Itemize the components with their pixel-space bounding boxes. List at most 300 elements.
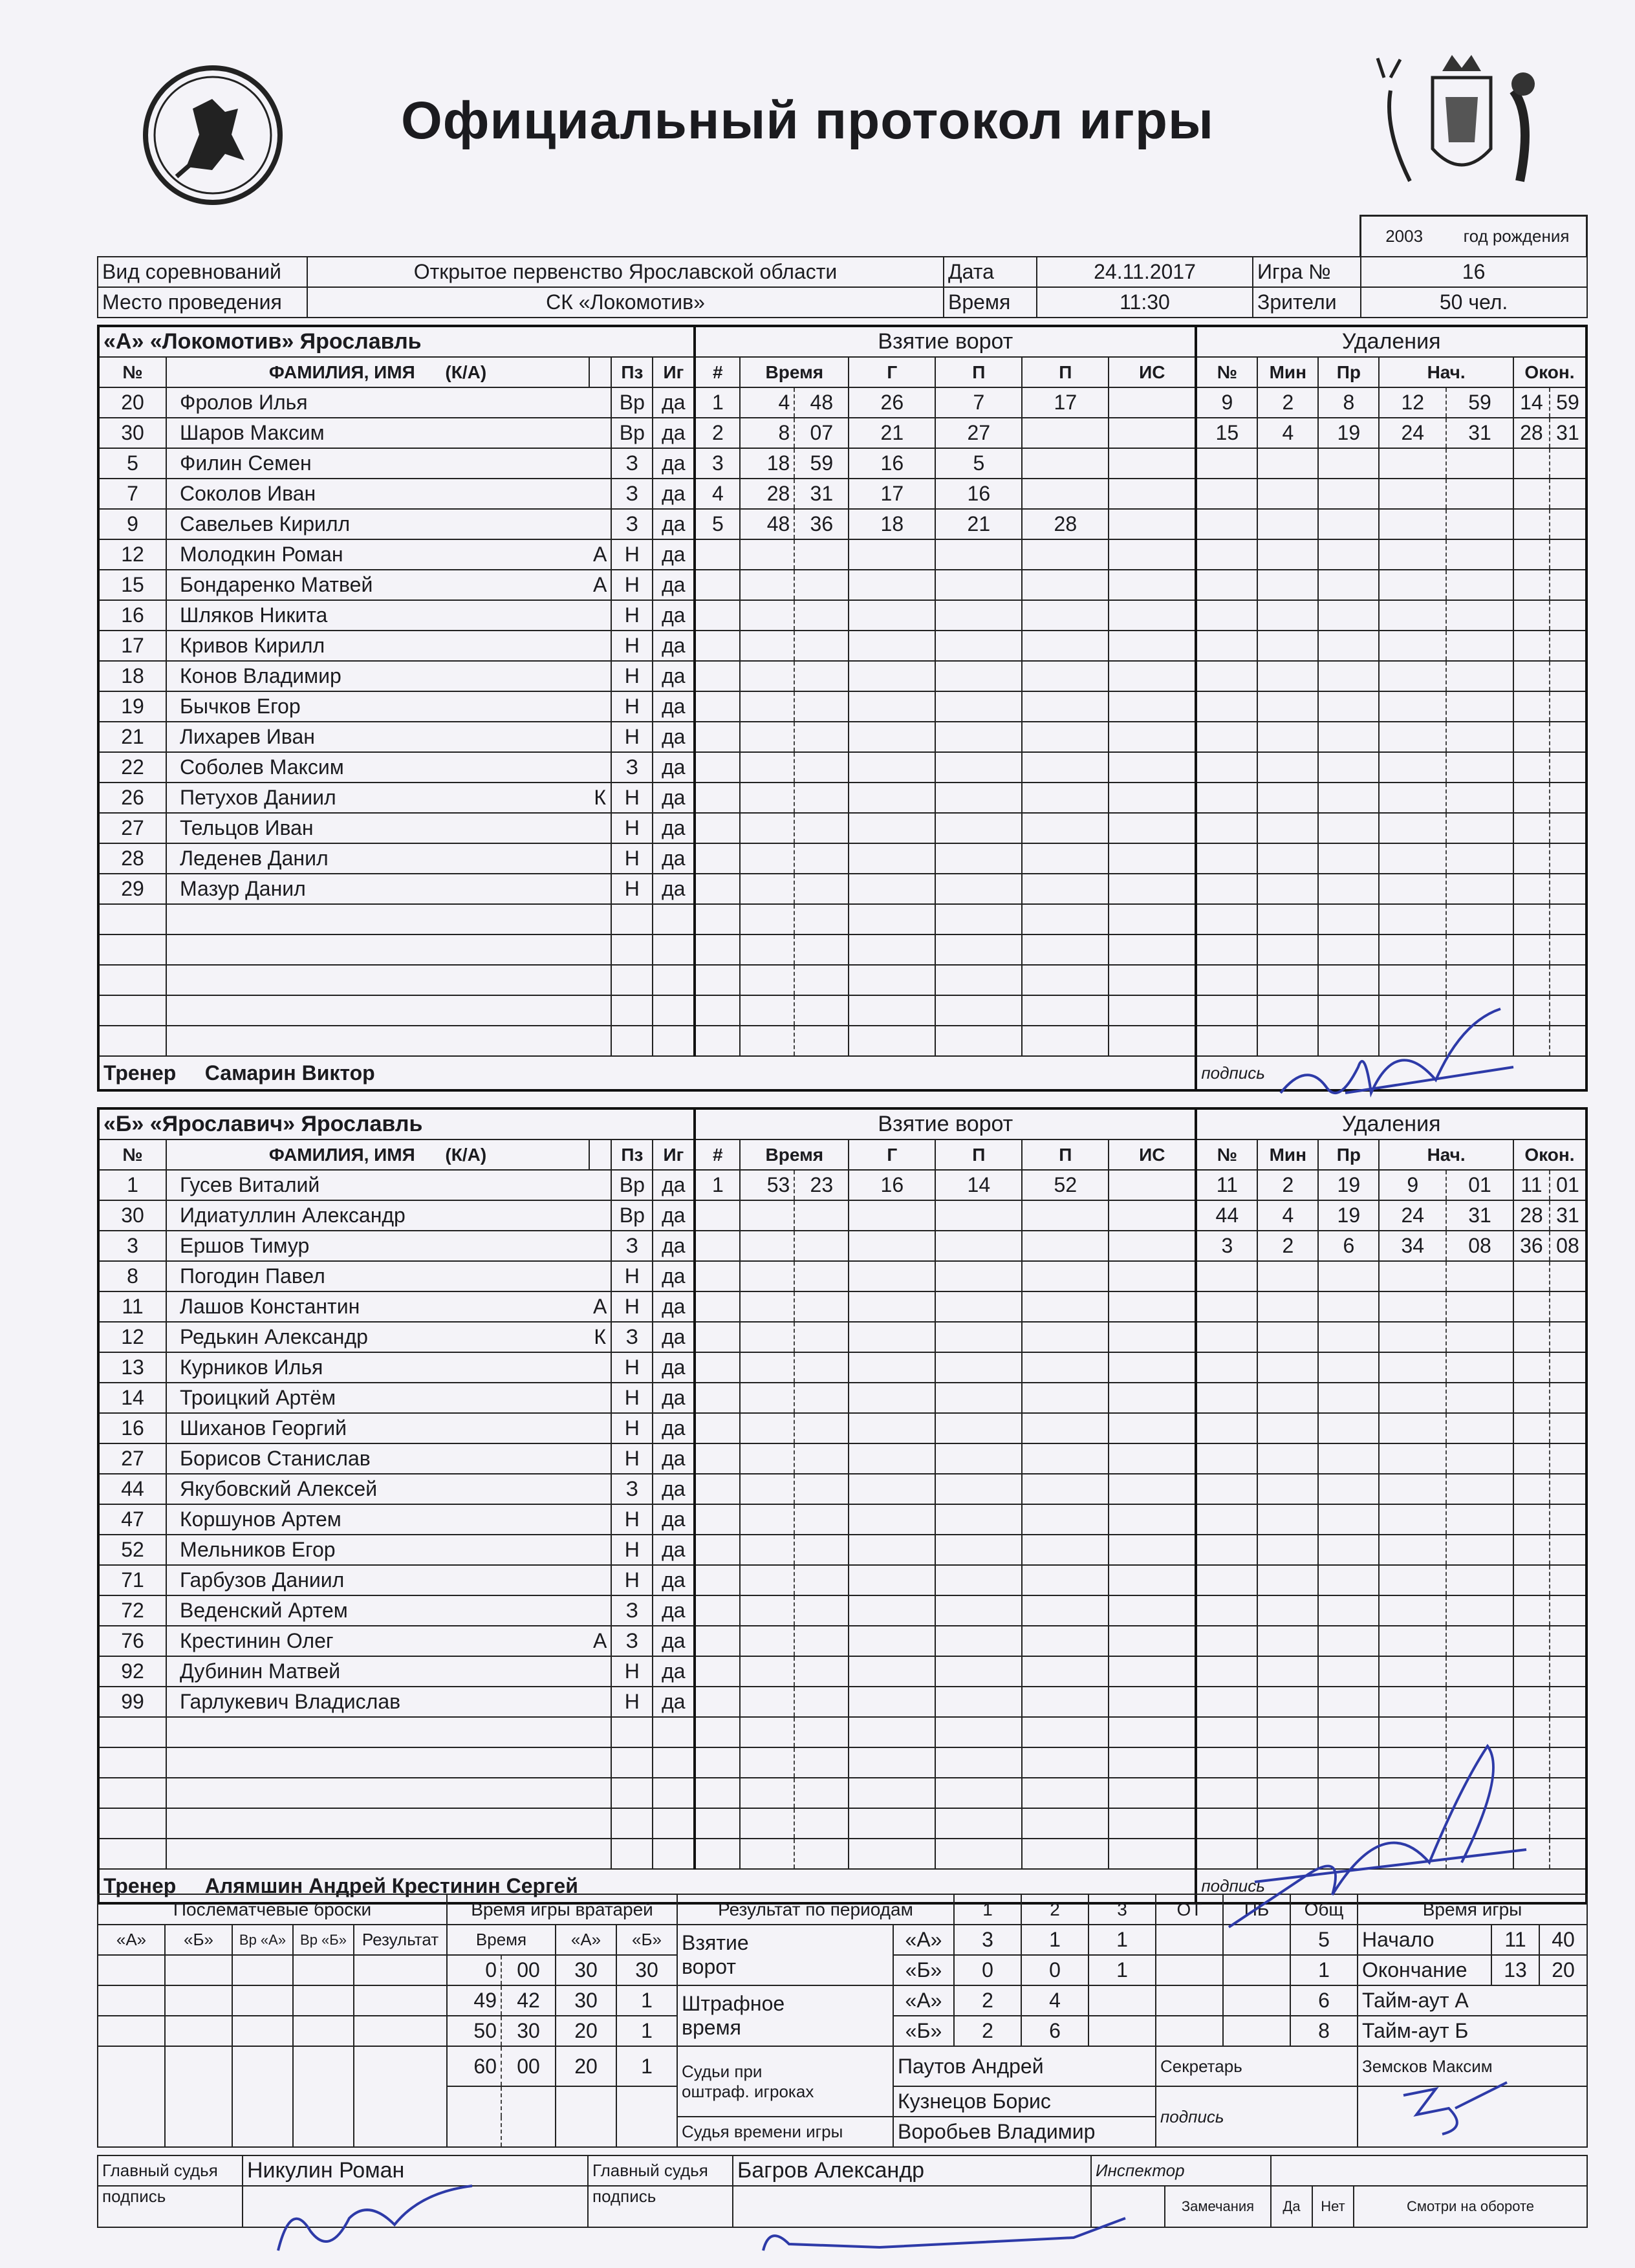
notes-no: Нет (1312, 2186, 1354, 2227)
player-played: да (653, 570, 695, 600)
player-number: 72 (98, 1595, 166, 1626)
goal-situation (1109, 1504, 1196, 1535)
penalty-end-sec: 31 (1550, 1200, 1586, 1231)
goal-scorer (849, 1413, 935, 1443)
competition: Открытое первенство Ярославской области (307, 257, 944, 287)
goal-scorer (849, 1717, 935, 1747)
goal-assist-2 (1022, 631, 1109, 661)
penalty-end-sec (1550, 1261, 1586, 1291)
goal-number (695, 1778, 740, 1808)
team-a-row (98, 843, 1586, 874)
goal-minute (740, 1808, 794, 1839)
goal-minute (740, 1626, 794, 1656)
team-b-row (98, 1170, 1586, 1200)
penalty-start-sec (1446, 783, 1513, 813)
penalty-end-min (1513, 904, 1550, 934)
penalty-player (1196, 965, 1257, 995)
goals-b-label: «Б» (893, 1955, 954, 1985)
goal-scorer (849, 661, 935, 691)
goal-situation (1109, 1383, 1196, 1413)
penalty-end-sec: 08 (1550, 1231, 1586, 1261)
goal-assist-2 (1022, 904, 1109, 934)
player-number (98, 1808, 166, 1839)
num-header: № (98, 1139, 166, 1170)
penalty-end-min (1513, 813, 1550, 843)
player-played: да (653, 1322, 695, 1352)
referee-2: Багров Александр (733, 2155, 1091, 2186)
situation-header: ИС (1109, 357, 1196, 387)
goal-situation (1109, 418, 1196, 448)
pen-b-ot (1156, 2016, 1223, 2046)
goal-situation (1109, 1626, 1196, 1656)
goal-situation (1109, 722, 1196, 752)
goal-scorer (849, 813, 935, 843)
date-label: Дата (944, 257, 1037, 287)
goal-assist-2 (1022, 783, 1109, 813)
goal-situation (1109, 934, 1196, 965)
goal-assist-2: 17 (1022, 387, 1109, 418)
penalty-start-sec (1446, 1535, 1513, 1565)
penalty-player (1196, 570, 1257, 600)
player-played: да (653, 448, 695, 479)
player-role (589, 1687, 611, 1717)
goal-assist-1 (935, 1504, 1022, 1535)
penalty-start-min (1379, 1535, 1446, 1565)
goal-assist-2 (1022, 934, 1109, 965)
goals-b-p1: 0 (954, 1955, 1021, 1985)
penalty-end-sec (1550, 1504, 1586, 1535)
goal-minute (740, 1656, 794, 1687)
penalty-minutes (1257, 965, 1318, 995)
player-role: А (589, 1291, 611, 1322)
inspector-label: Инспектор (1091, 2155, 1271, 2186)
player-number: 17 (98, 631, 166, 661)
penalty-end-sec (1550, 1717, 1586, 1747)
player-number: 47 (98, 1504, 166, 1535)
goals-a-total: 5 (1290, 1925, 1358, 1955)
goal-number (695, 1383, 740, 1413)
player-played: да (653, 418, 695, 448)
goal-scorer (849, 1443, 935, 1474)
penalty-end-sec (1550, 1656, 1586, 1687)
player-role (589, 1747, 611, 1778)
player-role (589, 1808, 611, 1839)
goal-scorer (849, 1261, 935, 1291)
goal-assist-1 (935, 661, 1022, 691)
goal-situation (1109, 1656, 1196, 1687)
penalty-start-sec: 59 (1446, 387, 1513, 418)
goal-assist-2 (1022, 1687, 1109, 1717)
timekeeper-label: Судья времени игры (677, 2117, 893, 2147)
situation-header: ИС (1109, 1139, 1196, 1170)
goal-scorer (849, 539, 935, 570)
team-b-row (98, 1595, 1586, 1626)
goal-second (794, 1747, 849, 1778)
player-name: Мельников Егор (166, 1535, 589, 1565)
player-role (589, 752, 611, 783)
goal-assist-1 (935, 691, 1022, 722)
goal-number (695, 539, 740, 570)
goal-assist-1 (935, 813, 1022, 843)
player-number (98, 1778, 166, 1808)
goal-second: 48 (794, 387, 849, 418)
player-role (589, 722, 611, 752)
penalty-end-sec (1550, 1474, 1586, 1504)
pen-start-header: Нач. (1379, 1139, 1513, 1170)
goal-scorer (849, 843, 935, 874)
goal-assist-1 (935, 843, 1022, 874)
goal-second (794, 661, 849, 691)
goal-second (794, 631, 849, 661)
player-name: Мазур Данил (166, 874, 589, 904)
gk-b-header: «Б» (616, 1925, 677, 1955)
penalty-end-min (1513, 1322, 1550, 1352)
player-role (589, 1535, 611, 1565)
penalty-start-sec (1446, 509, 1513, 539)
goal-assist-1 (935, 1535, 1022, 1565)
player-number (98, 965, 166, 995)
gk-row-2-a: 30 (556, 1985, 616, 2016)
player-number: 44 (98, 1474, 166, 1504)
goal-minute (740, 1322, 794, 1352)
penalty-start-sec (1446, 752, 1513, 783)
penalty-end-sec (1550, 783, 1586, 813)
goal-assist-1 (935, 1656, 1022, 1687)
goal-situation (1109, 539, 1196, 570)
penalty-start-sec (1446, 904, 1513, 934)
player-role (589, 418, 611, 448)
penalty-minutes (1257, 1474, 1318, 1504)
goal-second (794, 691, 849, 722)
goal-assist-1 (935, 934, 1022, 965)
penalty-start-sec (1446, 934, 1513, 965)
penalty-reason (1318, 752, 1379, 783)
goal-scorer (849, 1383, 935, 1413)
player-played: да (653, 813, 695, 843)
penalty-minutes (1257, 479, 1318, 509)
penalty-start-min (1379, 1687, 1446, 1717)
pen-b-p2: 6 (1021, 2016, 1088, 2046)
player-played: да (653, 1443, 695, 1474)
player-name (166, 1026, 589, 1056)
goal-situation (1109, 691, 1196, 722)
player-position (611, 934, 653, 965)
pen-min-header: Мин (1257, 357, 1318, 387)
player-number: 29 (98, 874, 166, 904)
info-table (97, 215, 1588, 318)
team-a-goals-title: Взятие ворот (695, 326, 1196, 357)
goal-second (794, 539, 849, 570)
penalty-player (1196, 1413, 1257, 1443)
player-name: Бычков Егор (166, 691, 589, 722)
player-name: Соболев Максим (166, 752, 589, 783)
penalty-end-min (1513, 1535, 1550, 1565)
goal-second (794, 1026, 849, 1056)
penalty-reason (1318, 600, 1379, 631)
player-position: Н (611, 539, 653, 570)
penalty-minutes (1257, 1504, 1318, 1535)
goal-number (695, 691, 740, 722)
penalty-reason (1318, 965, 1379, 995)
goal-assist-2 (1022, 1291, 1109, 1322)
goal-scorer (849, 783, 935, 813)
penalty-end-sec: 31 (1550, 418, 1586, 448)
player-played: да (653, 1352, 695, 1383)
player-position: Н (611, 1565, 653, 1595)
penalty-start-sec (1446, 1504, 1513, 1535)
coach-a-signature (1268, 996, 1552, 1125)
goal-assist-2 (1022, 1322, 1109, 1352)
timekeeper: Воробьев Владимир (893, 2117, 1156, 2147)
penalty-start-sec (1446, 1352, 1513, 1383)
goal-number (695, 995, 740, 1026)
penalty-start-sec (1446, 1474, 1513, 1504)
referee-1: Никулин Роман (243, 2155, 588, 2186)
goal-scorer (849, 1291, 935, 1322)
penalty-start-sec (1446, 843, 1513, 874)
num-header: № (98, 357, 166, 387)
goal-assist-1 (935, 570, 1022, 600)
player-role (589, 387, 611, 418)
penalty-end-sec (1550, 752, 1586, 783)
goal-minute (740, 1352, 794, 1383)
player-role (589, 1565, 611, 1595)
penalty-start-sec (1446, 1443, 1513, 1474)
goal-assist-2 (1022, 418, 1109, 448)
penalty-end-sec (1550, 1839, 1586, 1869)
goal-second (794, 1565, 849, 1595)
penalty-reason (1318, 1535, 1379, 1565)
penalty-start-min (1379, 1443, 1446, 1474)
goal-assist-1 (935, 1808, 1022, 1839)
penalty-minutes (1257, 1413, 1318, 1443)
goal-situation (1109, 600, 1196, 631)
goal-situation (1109, 1261, 1196, 1291)
penalty-player (1196, 752, 1257, 783)
gk-time-header: Время (447, 1925, 556, 1955)
goal-minute (740, 661, 794, 691)
player-played: да (653, 874, 695, 904)
timeout-a-label: Тайм-аут А (1358, 1985, 1587, 2016)
penalty-end-min (1513, 752, 1550, 783)
goal-minute (740, 1291, 794, 1322)
goal-minute (740, 1839, 794, 1869)
player-name: Лашов Константин (166, 1291, 589, 1322)
penalty-end-min (1513, 1565, 1550, 1595)
player-name: Борисов Станислав (166, 1443, 589, 1474)
player-number (98, 934, 166, 965)
player-role (589, 934, 611, 965)
goal-minute: 53 (740, 1170, 794, 1200)
goal-minute (740, 1778, 794, 1808)
goal-scorer (849, 1687, 935, 1717)
goal-assist-1 (935, 1595, 1022, 1626)
player-number: 19 (98, 691, 166, 722)
goal-minute (740, 995, 794, 1026)
player-role (589, 843, 611, 874)
player-position (611, 1839, 653, 1869)
goal-minute (740, 1231, 794, 1261)
game-label: Игра № (1253, 257, 1361, 287)
goal-scorer (849, 752, 935, 783)
penalty-minutes (1257, 1322, 1318, 1352)
penalty-start-min (1379, 1352, 1446, 1383)
penalty-reason (1318, 904, 1379, 934)
goal-number (695, 1839, 740, 1869)
player-name: Шаров Максим (166, 418, 589, 448)
pen-a-p2: 4 (1021, 1985, 1088, 2016)
goal-minute (740, 1026, 794, 1056)
goal-assist-1 (935, 1322, 1022, 1352)
goal-time-header: Время (740, 1139, 849, 1170)
penalty-reason (1318, 1383, 1379, 1413)
goal-situation (1109, 995, 1196, 1026)
penalty-reason (1318, 722, 1379, 752)
penalty-end-min (1513, 1656, 1550, 1687)
penalty-minutes (1257, 874, 1318, 904)
goal-scorer (849, 1778, 935, 1808)
penalty-minutes (1257, 539, 1318, 570)
player-name: Троицкий Артём (166, 1383, 589, 1413)
player-name: Лихарев Иван (166, 722, 589, 752)
player-position: Н (611, 600, 653, 631)
goal-assist-2 (1022, 1778, 1109, 1808)
shootouts-a-header: «А» (98, 1925, 165, 1955)
penalty-minutes (1257, 509, 1318, 539)
goal-scorer (849, 1565, 935, 1595)
player-name (166, 965, 589, 995)
goals-a-label: «А» (893, 1925, 954, 1955)
player-role (589, 813, 611, 843)
penalty-end-min (1513, 1687, 1550, 1717)
team-b-sign-label: подпись (1196, 1869, 1586, 1903)
team-a-row (98, 539, 1586, 570)
assist1-header: П (935, 357, 1022, 387)
goal-scorer (849, 1200, 935, 1231)
goal-scorer (849, 1626, 935, 1656)
penalty-start-sec: 01 (1446, 1170, 1513, 1200)
period-1-header: 1 (954, 1894, 1021, 1925)
penalty-start-sec (1446, 661, 1513, 691)
goal-minute (740, 722, 794, 752)
team-a-row (98, 448, 1586, 479)
team-b-row (98, 1565, 1586, 1595)
goal-situation (1109, 813, 1196, 843)
end-label: Окончание (1358, 1955, 1491, 1985)
penalty-end-sec (1550, 874, 1586, 904)
penalty-reason (1318, 874, 1379, 904)
game-time-title: Время игры (1358, 1894, 1587, 1925)
player-role (589, 661, 611, 691)
player-number: 14 (98, 1383, 166, 1413)
goal-second (794, 1595, 849, 1626)
period-2-header: 2 (1021, 1894, 1088, 1925)
team-b-row (98, 1626, 1586, 1656)
player-position: З (611, 1474, 653, 1504)
player-played (653, 1808, 695, 1839)
player-number: 27 (98, 813, 166, 843)
player-name: Погодин Павел (166, 1261, 589, 1291)
goal-situation (1109, 783, 1196, 813)
goal-assist-2 (1022, 1231, 1109, 1261)
player-played: да (653, 1504, 695, 1535)
penalty-reason (1318, 1626, 1379, 1656)
goal-second (794, 1413, 849, 1443)
penalty-player (1196, 1383, 1257, 1413)
penalty-minutes (1257, 1291, 1318, 1322)
penalty-end-min (1513, 448, 1550, 479)
goal-scorer (849, 1747, 935, 1778)
player-played: да (653, 1535, 695, 1565)
start-hour: 11 (1491, 1925, 1539, 1955)
penalty-start-min (1379, 783, 1446, 813)
player-position: Н (611, 1352, 653, 1383)
goal-minute: 4 (740, 387, 794, 418)
penalty-start-min (1379, 691, 1446, 722)
team-a-row (98, 813, 1586, 843)
player-position: Н (611, 1656, 653, 1687)
player-played: да (653, 1261, 695, 1291)
player-position (611, 1747, 653, 1778)
penalty-minutes (1257, 1535, 1318, 1565)
penalty-minutes: 2 (1257, 1231, 1318, 1261)
goals-b-total: 1 (1290, 1955, 1358, 1985)
team-a-row (98, 570, 1586, 600)
goal-assist-1 (935, 1565, 1022, 1595)
goal-assist-1: 27 (935, 418, 1022, 448)
goal-number (695, 904, 740, 934)
player-number (98, 1747, 166, 1778)
goal-assist-1: 21 (935, 509, 1022, 539)
penalty-start-sec (1446, 570, 1513, 600)
player-position: Н (611, 783, 653, 813)
gk-row-4-b: 1 (616, 2046, 677, 2086)
birth-year: 2003 (1361, 216, 1447, 257)
penalty-minutes (1257, 1352, 1318, 1383)
penalty-start-sec (1446, 1291, 1513, 1322)
player-role (589, 1413, 611, 1443)
team-a-title: «А» «Локомотив» Ярославль (98, 326, 695, 357)
goals-a-ot (1156, 1925, 1223, 1955)
gk-row-3-b: 1 (616, 2016, 677, 2046)
player-position: Вр (611, 418, 653, 448)
penalty-player (1196, 813, 1257, 843)
goal-number (695, 843, 740, 874)
goal-situation (1109, 1352, 1196, 1383)
penalty-start-sec: 31 (1446, 1200, 1513, 1231)
goal-minute (740, 631, 794, 661)
player-number: 1 (98, 1170, 166, 1200)
player-name (166, 904, 589, 934)
penalty-reason (1318, 934, 1379, 965)
player-number: 16 (98, 600, 166, 631)
goal-situation (1109, 448, 1196, 479)
penalty-player: 44 (1196, 1200, 1257, 1231)
player-role (589, 600, 611, 631)
goal-scorer (849, 1322, 935, 1352)
penalty-start-min (1379, 752, 1446, 783)
goal-second (794, 1717, 849, 1747)
penalty-start-sec: 31 (1446, 418, 1513, 448)
player-role (589, 631, 611, 661)
pen-num-header: № (1196, 1139, 1257, 1170)
penalty-minutes (1257, 1565, 1318, 1595)
penalty-start-sec (1446, 539, 1513, 570)
penalty-end-sec (1550, 1443, 1586, 1474)
player-name: Петухов Даниил (166, 783, 589, 813)
team-b-row (98, 1383, 1586, 1413)
goal-situation (1109, 1747, 1196, 1778)
